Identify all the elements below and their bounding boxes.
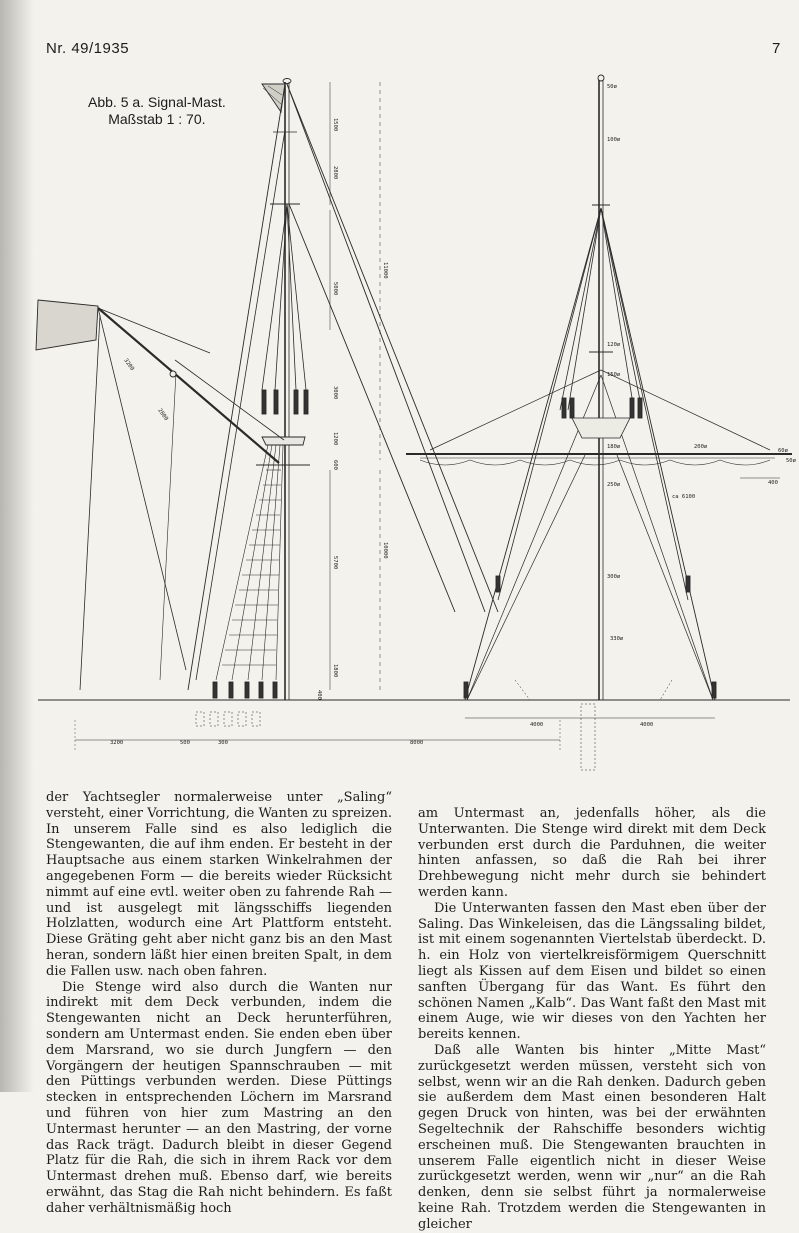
front-dim-120: 120ø: [607, 342, 621, 348]
dim-small-300: 300: [218, 740, 228, 746]
dim-5700: 5700: [332, 556, 338, 570]
front-dim-300: 300ø: [607, 574, 621, 580]
front-dim-w2: 4000: [640, 722, 654, 728]
front-dim-250: 250ø: [607, 482, 621, 488]
front-deadeyes-deck: [464, 576, 716, 698]
dim-2800: 2800: [332, 166, 338, 180]
backstay-1: [287, 84, 498, 612]
page-number: 7: [772, 40, 781, 57]
backstay-3: [289, 204, 455, 612]
right-paragraph-3: Daß alle Wanten bis hinter „Mitte Mast“ zurückgesetzt werden müssen, versteht sich von selbst, wenn wir an die Rah denken. Dadurch geben sie außerdem dem Mast einen besonderen Halt gegen Druck von hinten, was bei der erwähnten Segeltechnik der Rahschiffe besonders wichtig erscheinen muß. Die Stengewanten brauchten in unserem Falle eigentlich nicht in dieser Weise zurückgesetzt werden, wenn wir „nur“ an die Rah denken, denn sie selbst führt ja normalerweise keine Rah. Trotzdem werden die Stengewanten in gleicher: [418, 1042, 766, 1232]
issue-number: Nr. 49/1935: [46, 40, 130, 57]
backstay-2: [287, 84, 485, 612]
front-view: [406, 75, 792, 770]
dim-3000: 3000: [332, 386, 338, 400]
left-paragraph-1: der Yachtsegler normalerweise unter „Saling“ versteht, einer Vorrichtung, die Wanten zu spreizen. In unserem Falle sind es also lediglich die Stengewanten, die auf ihm enden. Er besteht in der Hauptsache aus einem starken Winkelrahmen der angegebenen Form — die bereits wieder Rücksicht nimmt auf eine evtl. weiter oben zu fahrende Rah — und ist ausgelegt mit längsschiffs liegenden Holzlatten, wodurch eine Art Plattform entsteht. Diese Gräting geht aber nicht ganz bis an den Mast heran, sondern läßt hier einen breiten Spalt, in dem die Fallen usw. nach oben fahren.: [46, 790, 392, 979]
dim-gaff-3200: 3200: [122, 357, 135, 373]
left-text-column: [46, 790, 392, 1217]
dim-small-500: 500: [180, 740, 190, 746]
front-dim-200: 200ø: [694, 444, 708, 450]
front-dim-60: 60ø: [778, 448, 788, 454]
forestay: [188, 84, 285, 690]
front-dim-top: 50ø: [607, 84, 617, 90]
front-deadeyes: [562, 398, 642, 418]
front-dim-w1: 4000: [530, 722, 544, 728]
side-view: [36, 79, 790, 751]
figure-caption: [88, 94, 226, 128]
dim-400: 400: [316, 690, 322, 700]
dim-600: 600: [332, 460, 338, 470]
masthead-truck: [283, 79, 291, 84]
dim-11000: 11000: [382, 262, 388, 279]
gaff-flag: [36, 300, 98, 350]
dim-gaff-2800: 2800: [156, 407, 169, 423]
right-paragraph-2: Die Unterwanten fassen den Mast eben über der Saling. Das Winkeleisen, das die Längssaling bildet, ist mit einem sogenannten Viertelstab überdeckt. D. h. ein Holz von viertelkreisförmigem Querschnitt liegt als Kissen auf dem Eisen und bildet so einen sanften Übergang für das Want. Es führt den schönen Namen „Kalb“. Das Want faßt den Mast mit einem Auge, wie wir dieses von den Yachten her bereits kennen.: [418, 900, 766, 1043]
front-dim-150: 150ø: [607, 372, 621, 378]
deadeyes-deck: [213, 682, 277, 698]
figure-caption-scale: Maßstab 1 : 70.: [108, 111, 206, 127]
dim-8000: 8000: [410, 740, 424, 746]
dim-10000: 10000: [382, 542, 388, 559]
front-dim-400: 400: [768, 480, 778, 486]
ratline-net: [216, 445, 283, 680]
side-saling: [262, 437, 305, 445]
dim-1200: 1200: [332, 432, 338, 446]
left-paragraph-2: Die Stenge wird also durch die Wanten nur indirekt mit dem Deck verbunden, indem die Stengewanten nicht an Deck herunterführen, sondern am Untermast enden. Sie enden eben über dem Marsrand, wo sie durch Jungfern — den Vorgängern der heutigen Spannschrauben — mit den Püttings verbunden werden. Diese Püttings stecken in entsprechenden Löchern im Marsrand und führen von hier zum Mastring an den Untermast herunter — an den Mastring, der vorne das Rack trägt. Dadurch bleibt in dieser Gegend Platz für die Rah, die sich in ihrem Rack vor dem Untermast drehen muß. Ebenso darf, wie bereits erwähnt, das Stag die Rah nicht behindern. Es faßt daher verhältnismäßig hoch: [46, 979, 392, 1216]
side-dimensions: [110, 118, 423, 746]
chainplates: [196, 712, 260, 726]
front-dim-100: 100ø: [607, 137, 621, 143]
dim-5000: 5000: [332, 282, 338, 296]
right-paragraph-1: am Untermast an, jedenfalls höher, als die Unterwanten. Die Stenge wird direkt mit dem Deck verbunden erst durch die Parduhnen, die weiter hinten anfassen, so daß die Rah bei ihrer Drehbewegung nicht mehr durch sie behindert werden kann.: [418, 806, 766, 900]
front-dim-180: 180ø: [607, 444, 621, 450]
front-dim-end: 50ø: [786, 458, 796, 464]
right-text-column: [418, 806, 766, 1233]
figure-caption-title: Abb. 5 a. Signal-Mast.: [88, 94, 226, 110]
dim-1500: 1500: [332, 118, 338, 132]
front-dim-ca: ca 6100: [672, 494, 696, 500]
furled-sail: [420, 460, 770, 465]
dim-base-3200: 3200: [110, 740, 124, 746]
gaff-spar: [98, 308, 279, 463]
dim-1800: 1800: [332, 664, 338, 678]
front-dim-330: 330ø: [610, 636, 624, 642]
